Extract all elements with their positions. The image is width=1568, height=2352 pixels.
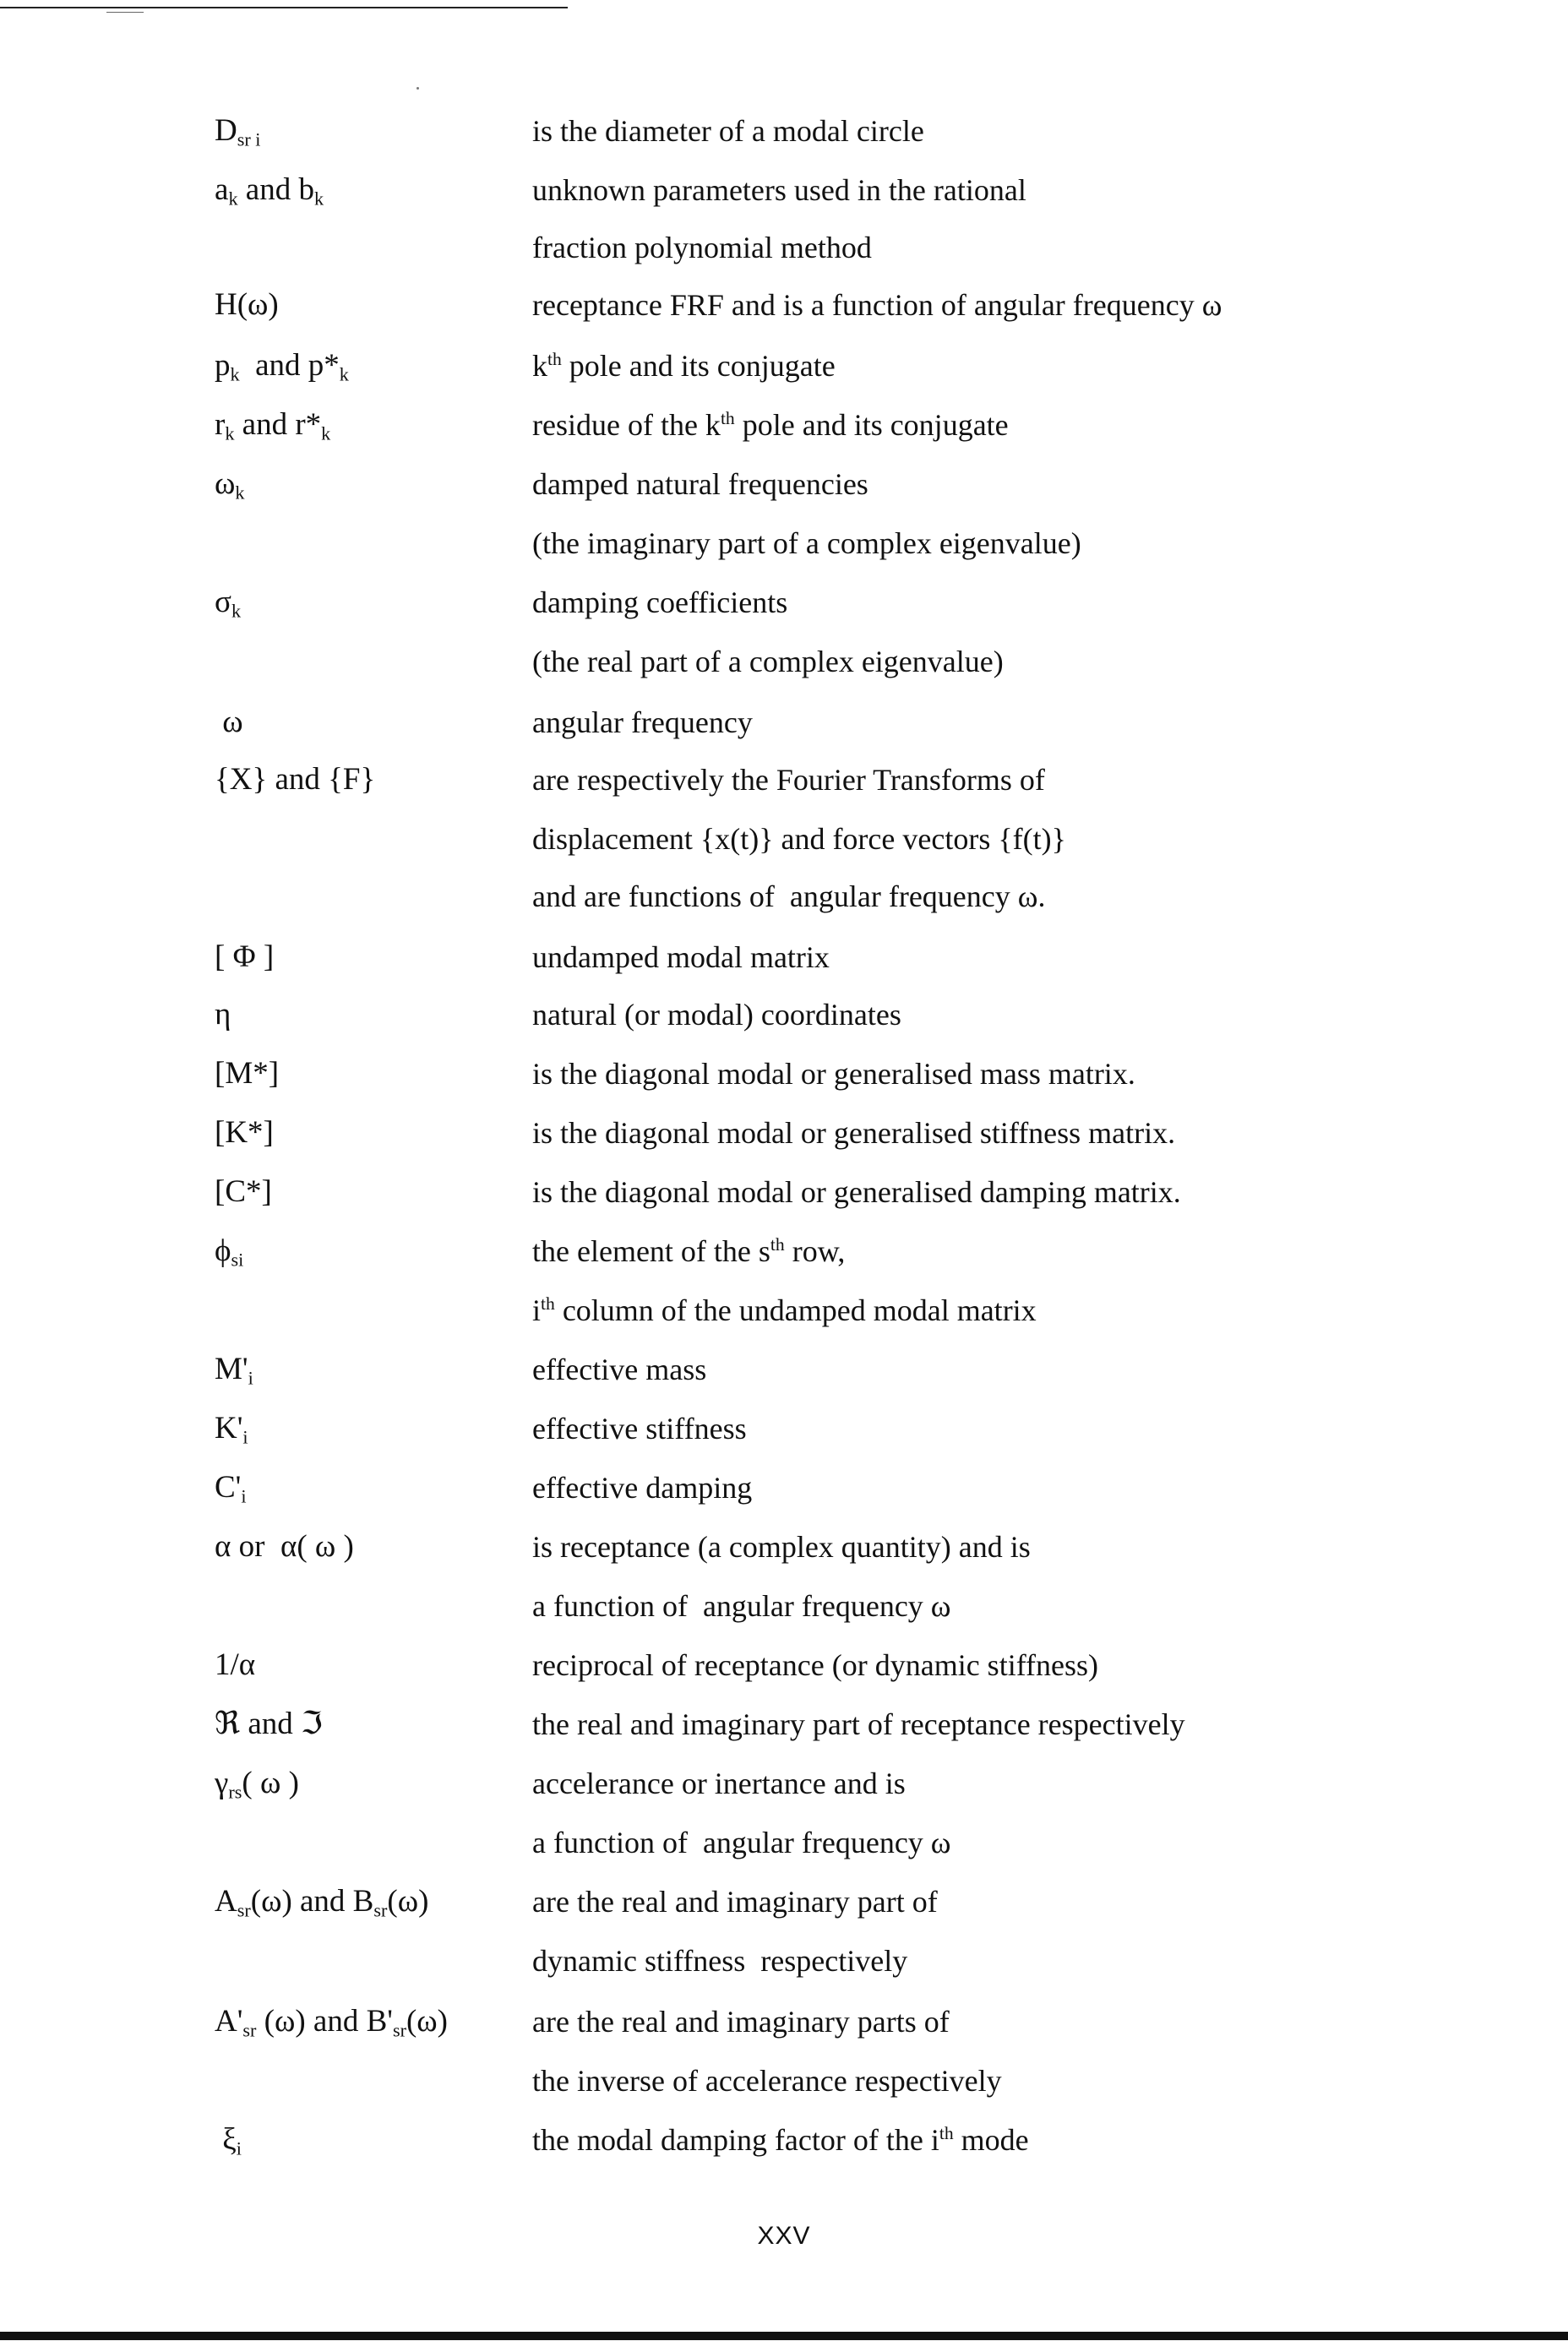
symbol-description: are the real and imaginary parts of xyxy=(532,2005,950,2039)
symbol-description: is the diagonal modal or generalised mass matrix. xyxy=(532,1057,1135,1091)
symbol: [M*] xyxy=(215,1056,280,1091)
symbol-description: effective stiffness xyxy=(532,1412,747,1446)
nomenclature-row xyxy=(0,640,1568,691)
nomenclature-row xyxy=(0,2001,1568,2051)
nomenclature-row xyxy=(0,1171,1568,1222)
symbol: $D_{sr i}$ xyxy=(215,113,261,150)
symbol: $\sigma_k$ xyxy=(215,585,242,622)
symbol-description: a function of angular frequency ω xyxy=(532,1589,951,1623)
nomenclature-row xyxy=(0,1526,1568,1576)
symbol-description: damped natural frequencies xyxy=(532,467,868,501)
symbol-description: $i^{th}$ column of the undamped modal matrix xyxy=(532,1293,1037,1327)
nomenclature-row xyxy=(0,1289,1568,1340)
symbol: $\omega_k$ xyxy=(215,466,245,504)
symbol: $K'_i$ xyxy=(215,1411,248,1448)
symbol: $A'_{sr}$ (ω) and $B'_{sr}(\omega)$ xyxy=(215,2004,448,2041)
nomenclature-row xyxy=(0,110,1568,161)
nomenclature-row xyxy=(0,701,1568,752)
symbol-description: residue of the $k^{th}$ pole and its conjugate xyxy=(532,408,1009,442)
nomenclature-row xyxy=(0,345,1568,395)
symbol-description: angular frequency xyxy=(532,705,753,739)
nomenclature-row xyxy=(0,1821,1568,1872)
nomenclature-row xyxy=(0,1112,1568,1162)
symbol: $\phi_{si}$ xyxy=(215,1233,244,1271)
top-rule xyxy=(0,7,568,8)
symbol-description: receptance FRF and is a function of angular frequency ω xyxy=(532,288,1222,322)
nomenclature-row xyxy=(0,1230,1568,1281)
symbol-description: is the diagonal modal or generalised stiffness matrix. xyxy=(532,1116,1176,1150)
nomenclature-row xyxy=(0,2060,1568,2110)
symbol-description: the real and imaginary part of receptance respectively xyxy=(532,1707,1185,1741)
symbol: $a_k$ and $b_k$ xyxy=(215,172,324,210)
symbol-description: accelerance or inertance and is xyxy=(532,1767,906,1800)
symbol: {X} and {F} xyxy=(215,762,376,797)
symbol: $\xi_i$ xyxy=(215,2122,242,2159)
nomenclature-row xyxy=(0,1703,1568,1754)
nomenclature-row xyxy=(0,818,1568,868)
nomenclature-row xyxy=(0,1762,1568,1813)
symbol: $r_k$ and $r*_k$ xyxy=(215,407,331,444)
nomenclature-row xyxy=(0,936,1568,987)
nomenclature-row xyxy=(0,1053,1568,1103)
symbol: $C'_i$ xyxy=(215,1470,247,1507)
symbol-description: undamped modal matrix xyxy=(532,940,830,974)
nomenclature-row xyxy=(0,522,1568,573)
nomenclature-row xyxy=(0,284,1568,335)
symbol: [C*] xyxy=(215,1174,272,1209)
symbol-description: effective damping xyxy=(532,1471,753,1505)
symbol-description: a function of angular frequency ω xyxy=(532,1826,951,1859)
nomenclature-row xyxy=(0,1881,1568,1931)
page-number: XXV xyxy=(757,2222,811,2250)
symbol-description: are the real and imaginary part of xyxy=(532,1885,938,1919)
symbol-description: is the diameter of a modal circle xyxy=(532,114,924,148)
symbol-description: dynamic stiffness respectively xyxy=(532,1944,908,1978)
symbol-description: and are functions of angular frequency ω. xyxy=(532,879,1046,913)
nomenclature-row xyxy=(0,875,1568,926)
symbol-description: is the diagonal modal or generalised damping matrix. xyxy=(532,1175,1181,1209)
symbol-description: the modal damping factor of the $i^{th}$ mode xyxy=(532,2123,1029,2157)
symbol-description: unknown parameters used in the rational xyxy=(532,173,1026,207)
top-rule-mark xyxy=(106,12,144,13)
bottom-rule xyxy=(0,2332,1568,2340)
symbol-description: (the imaginary part of a complex eigenvalue) xyxy=(532,526,1081,560)
speck xyxy=(416,87,419,90)
nomenclature-row xyxy=(0,1585,1568,1636)
nomenclature-row xyxy=(0,759,1568,809)
nomenclature-row xyxy=(0,1407,1568,1458)
symbol-description: $k^{th}$ pole and its conjugate xyxy=(532,349,836,383)
symbol: $p_k$ and $p*_k$ xyxy=(215,348,349,385)
nomenclature-row xyxy=(0,169,1568,220)
symbol: ℜ and ℑ xyxy=(215,1707,323,1741)
symbol: $M'_i$ xyxy=(215,1352,253,1389)
symbol: η xyxy=(215,997,231,1032)
symbol-description: the inverse of accelerance respectively xyxy=(532,2064,1002,2098)
nomenclature-row xyxy=(0,994,1568,1044)
symbol: 1/α xyxy=(215,1647,256,1682)
symbol: $A_{sr}(\omega)$ and $B_{sr}(\omega)$ xyxy=(215,1884,429,1921)
symbol-description: reciprocal of receptance (or dynamic stiffness) xyxy=(532,1648,1099,1682)
nomenclature-row xyxy=(0,1940,1568,1990)
nomenclature-row xyxy=(0,1644,1568,1695)
symbol: ω xyxy=(215,705,243,739)
nomenclature-row xyxy=(0,581,1568,632)
symbol: α or α( ω ) xyxy=(215,1529,354,1564)
nomenclature-row xyxy=(0,1467,1568,1517)
symbol-description: displacement {x(t)} and force vectors {f(t)} xyxy=(532,822,1066,856)
symbol-description: fraction polynomial method xyxy=(532,231,872,264)
nomenclature-row xyxy=(0,226,1568,277)
nomenclature-row xyxy=(0,1348,1568,1399)
symbol-description: are respectively the Fourier Transforms of xyxy=(532,763,1045,797)
symbol-description: damping coefficients xyxy=(532,585,788,619)
symbol: $\gamma_{rs}$( ω ) xyxy=(215,1766,299,1803)
symbol: [K*] xyxy=(215,1115,274,1150)
nomenclature-row xyxy=(0,463,1568,514)
symbol-description: natural (or modal) coordinates xyxy=(532,998,901,1032)
symbol-description: effective mass xyxy=(532,1353,707,1386)
symbol-description: the element of the $s^{th}$ row, xyxy=(532,1234,846,1268)
symbol-description: (the real part of a complex eigenvalue) xyxy=(532,645,1004,678)
symbol: [ Φ ] xyxy=(215,939,275,974)
symbol: H(ω) xyxy=(215,287,279,322)
nomenclature-row xyxy=(0,404,1568,455)
nomenclature-row xyxy=(0,2119,1568,2170)
symbol-description: is receptance (a complex quantity) and is xyxy=(532,1530,1031,1564)
